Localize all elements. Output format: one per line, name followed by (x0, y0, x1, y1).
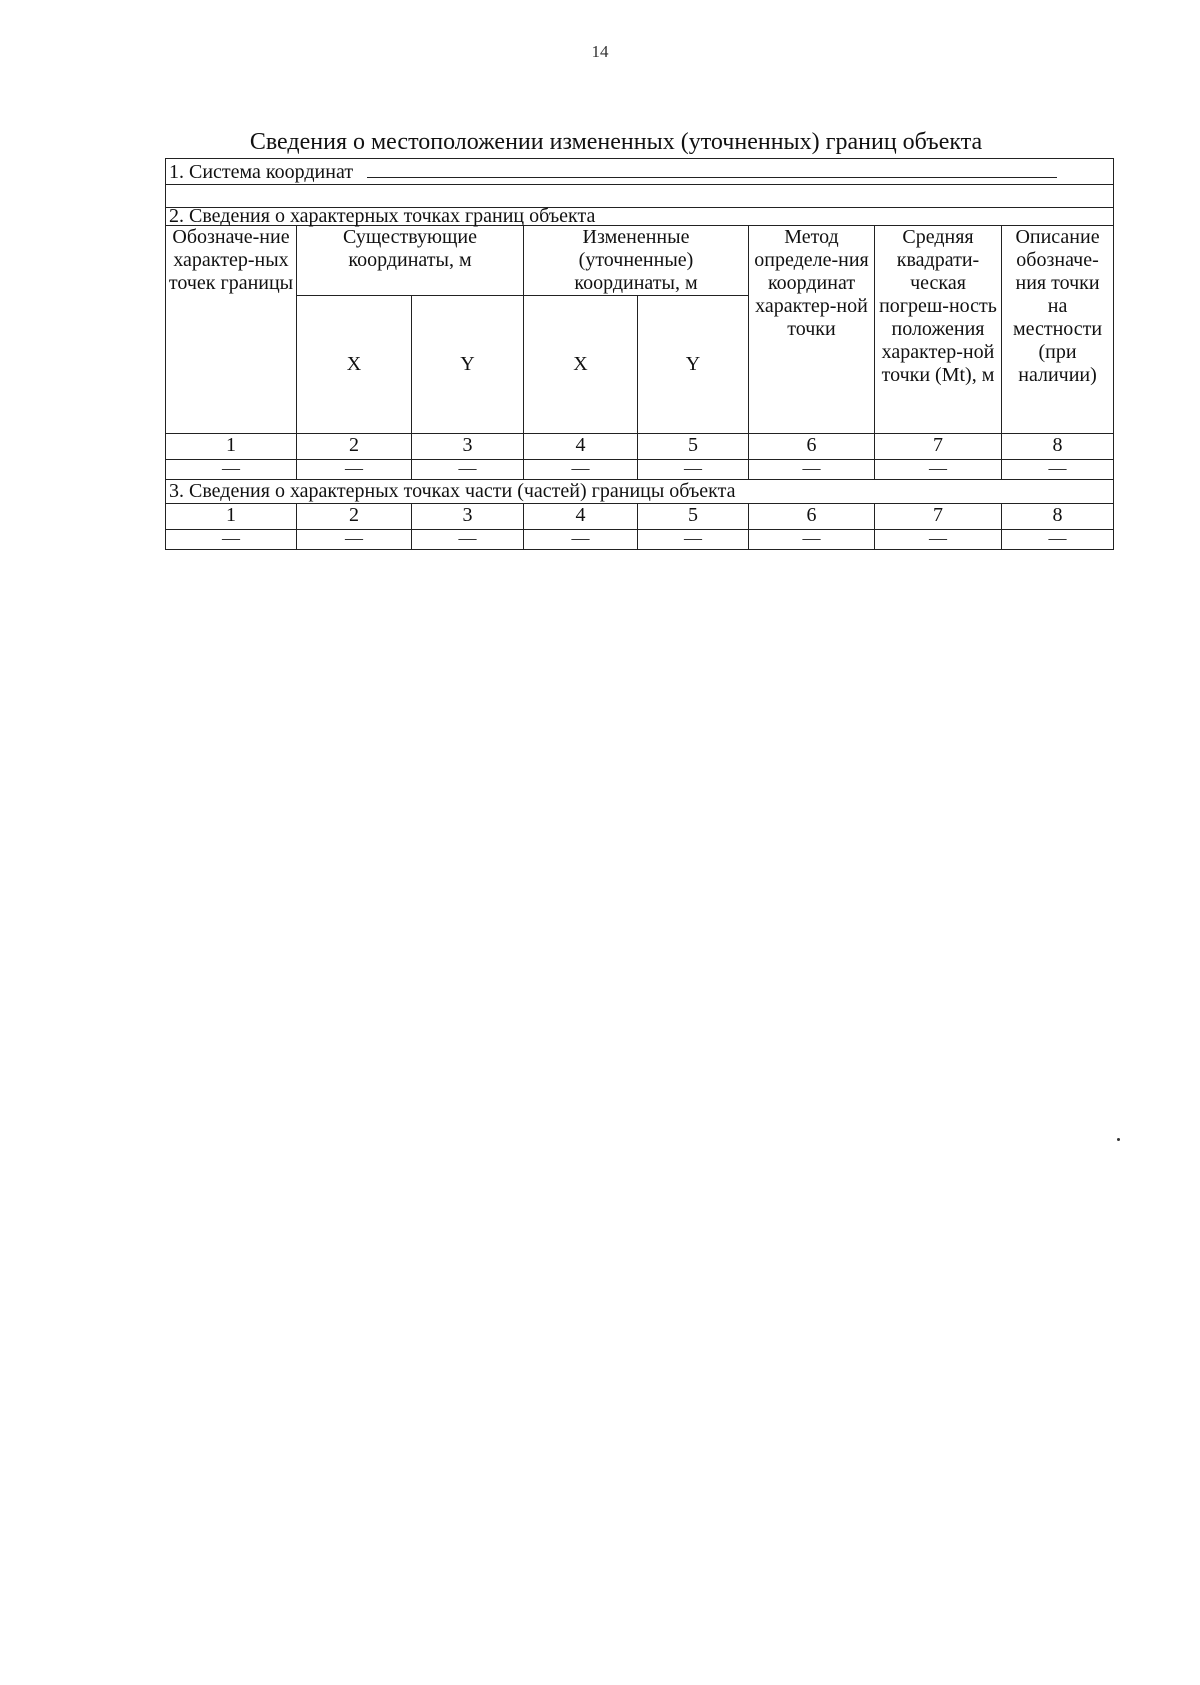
table-cell: — (638, 530, 749, 550)
header-point-description: Описание обозначе-ния точки на местности (при наличии) (1002, 226, 1114, 434)
section3-column-numbers (166, 504, 1114, 530)
section2-label: 2. Сведения о характерных точках границ объекта (166, 208, 1114, 226)
table-cell: — (166, 460, 297, 480)
header-existing-x: X (297, 296, 412, 434)
header-existing-coordinates: Существующие координаты, м (297, 226, 524, 296)
column-number: 2 (297, 504, 412, 530)
section2-column-numbers (166, 434, 1114, 460)
table-cell: — (412, 460, 524, 480)
table-cell: — (1002, 460, 1114, 480)
column-number: 8 (1002, 434, 1114, 460)
table-cell: — (524, 460, 638, 480)
section1-row (166, 159, 1114, 185)
coordinate-system-field[interactable] (367, 159, 1057, 178)
table-cell: — (875, 460, 1002, 480)
column-number: 7 (875, 504, 1002, 530)
section3-data-row (166, 530, 1114, 550)
column-number: 3 (412, 434, 524, 460)
section1-label: 1. Система координат (169, 161, 354, 183)
column-number: 4 (524, 434, 638, 460)
column-number: 4 (524, 504, 638, 530)
column-number: 1 (166, 504, 297, 530)
column-number: 6 (749, 434, 875, 460)
header-changed-x: X (524, 296, 638, 434)
table-cell: — (1002, 530, 1114, 550)
scan-speck (1117, 1138, 1120, 1141)
column-number: 5 (638, 434, 749, 460)
column-number: 2 (297, 434, 412, 460)
page-number: 14 (591, 42, 609, 61)
header-changed-coordinates: Измененные (уточненные) координаты, м (524, 226, 749, 296)
header-existing-y: Y (412, 296, 524, 434)
table-cell: — (412, 530, 524, 550)
header-mean-square-error: Средняя квадрати-ческая погреш-ность положения характер-ной точки (Mt), м (875, 226, 1002, 434)
column-number: 3 (412, 504, 524, 530)
column-number: 1 (166, 434, 297, 460)
table-cell: — (524, 530, 638, 550)
section2-data-row (166, 460, 1114, 480)
section2-row (166, 208, 1114, 226)
column-number: 6 (749, 504, 875, 530)
table-cell: — (749, 460, 875, 480)
section3-label: 3. Сведения о характерных точках части (частей) границы объекта (166, 480, 1114, 504)
boundary-points-table (165, 158, 1114, 550)
table-cell: — (638, 460, 749, 480)
table-cell: — (297, 530, 412, 550)
header-method: Метод определе-ния координат характер-ной точки (749, 226, 875, 434)
header-changed-y: Y (638, 296, 749, 434)
table-cell: — (297, 460, 412, 480)
table-cell: — (166, 530, 297, 550)
column-number: 7 (875, 434, 1002, 460)
header-point-designation: Обозначе-ние характер-ных точек границы (166, 226, 297, 434)
table-cell: — (749, 530, 875, 550)
column-number: 8 (1002, 504, 1114, 530)
column-number: 5 (638, 504, 749, 530)
document-title: Сведения о местоположении измененных (уточненных) границ объекта (249, 129, 983, 155)
section2-header-row (166, 226, 1114, 296)
table-cell: — (875, 530, 1002, 550)
section3-row (166, 480, 1114, 504)
